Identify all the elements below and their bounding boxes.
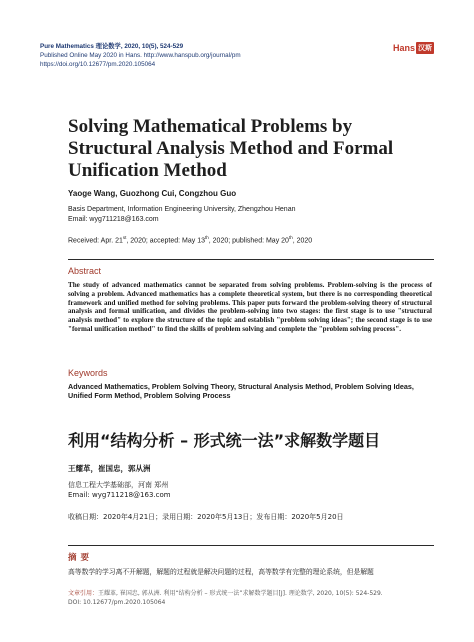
- chinese-affiliation: 信息工程大学基础部，河南 郑州: [68, 481, 169, 489]
- paper-title: Solving Mathematical Problems by Structural Analysis Method and Formal Unification Method: [68, 116, 394, 181]
- published-sup: th: [288, 235, 293, 240]
- published-date: , 2020; published: May 20: [208, 237, 289, 245]
- chinese-email-link[interactable]: Email: wyg711218@163.com: [68, 491, 171, 499]
- affiliation: Basis Department, Information Engineering University, Zhengzhou Henan: [68, 206, 296, 213]
- email-link[interactable]: Email: wyg711218@163.com: [68, 216, 159, 223]
- affiliation-block: [68, 205, 296, 225]
- keywords-text: Advanced Mathematics, Problem Solving Theory, Structural Analysis Method, Problem Solving Ideas, Unified Form Method, Problem Solving Process: [68, 382, 414, 401]
- accepted-sup: th: [205, 235, 209, 240]
- received-date: Received: Apr. 21: [68, 237, 123, 245]
- accepted-date: , 2020; accepted: May 13: [126, 237, 205, 245]
- article-dates: [68, 235, 312, 244]
- chinese-dates: 收稿日期：2020年4月21日；录用日期：2020年5月13日；发布日期：2020年5月20日: [68, 513, 344, 521]
- citation-doi[interactable]: DOI: 10.12677/pm.2020.105064: [68, 599, 166, 606]
- hans-logo: [393, 42, 434, 54]
- citation-text: 王耀革, 崔国忠, 郭从洲. 利用“结构分析 – 形式统一法”求解数学题目[J]. 理论数学, 2020, 10(5): 524-529.: [98, 590, 383, 597]
- abstract-heading: Abstract: [68, 266, 102, 276]
- citation-footer: [68, 589, 438, 607]
- doi-link[interactable]: https://doi.org/10.12677/pm.2020.105064: [40, 61, 156, 68]
- citation-line: [68, 589, 438, 598]
- chinese-title: 利用“结构分析 – 形式统一法”求解数学题目: [68, 431, 381, 450]
- journal-line: Pure Mathematics 理论数学, 2020, 10(5), 524-529: [40, 43, 184, 50]
- divider: [68, 545, 434, 546]
- chinese-abstract-heading: 摘要: [68, 553, 94, 563]
- divider: [68, 259, 434, 260]
- journal-header: [40, 42, 440, 69]
- keywords-heading: Keywords: [68, 368, 108, 378]
- published-line[interactable]: Published Online May 2020 in Hans. http://www.hanspub.org/journal/pm: [40, 52, 241, 59]
- logo-brand: Hans: [392, 43, 415, 53]
- chinese-affiliation-block: [68, 480, 171, 500]
- citation-label: 文章引用：: [68, 590, 99, 597]
- author-list: Yaoge Wang, Guozhong Cui, Congzhou Guo: [68, 189, 237, 198]
- chinese-abstract-text: 高等数学的学习离不开解题，解题的过程就是解决问题的过程，高等数学有完整的理论系统，但是解题: [68, 568, 374, 576]
- dates-tail: , 2020: [292, 237, 313, 245]
- logo-tag: 汉斯: [416, 42, 434, 54]
- received-sup: st: [122, 235, 127, 240]
- abstract-text: The study of advanced mathematics cannot be separated from solving problems. Problem-solving is the process of solving a problem. Advanced mathematics has a complete theoretical system, but there is no corresponding theoretical framework and unified method for solving problems. This paper puts forward the problem-solving theory of structural analysis and formal unification, and divides the problem-solving into two stages: the first stage is to use "structural analysis method" to explore the structure of the topic and establish "problem solving ideas"; the second stage is to use "formal unification method" to find the skills of problem solving and complete the "problem solving process".: [68, 281, 432, 333]
- chinese-authors: 王耀革，崔国忠，郭从洲: [68, 464, 151, 473]
